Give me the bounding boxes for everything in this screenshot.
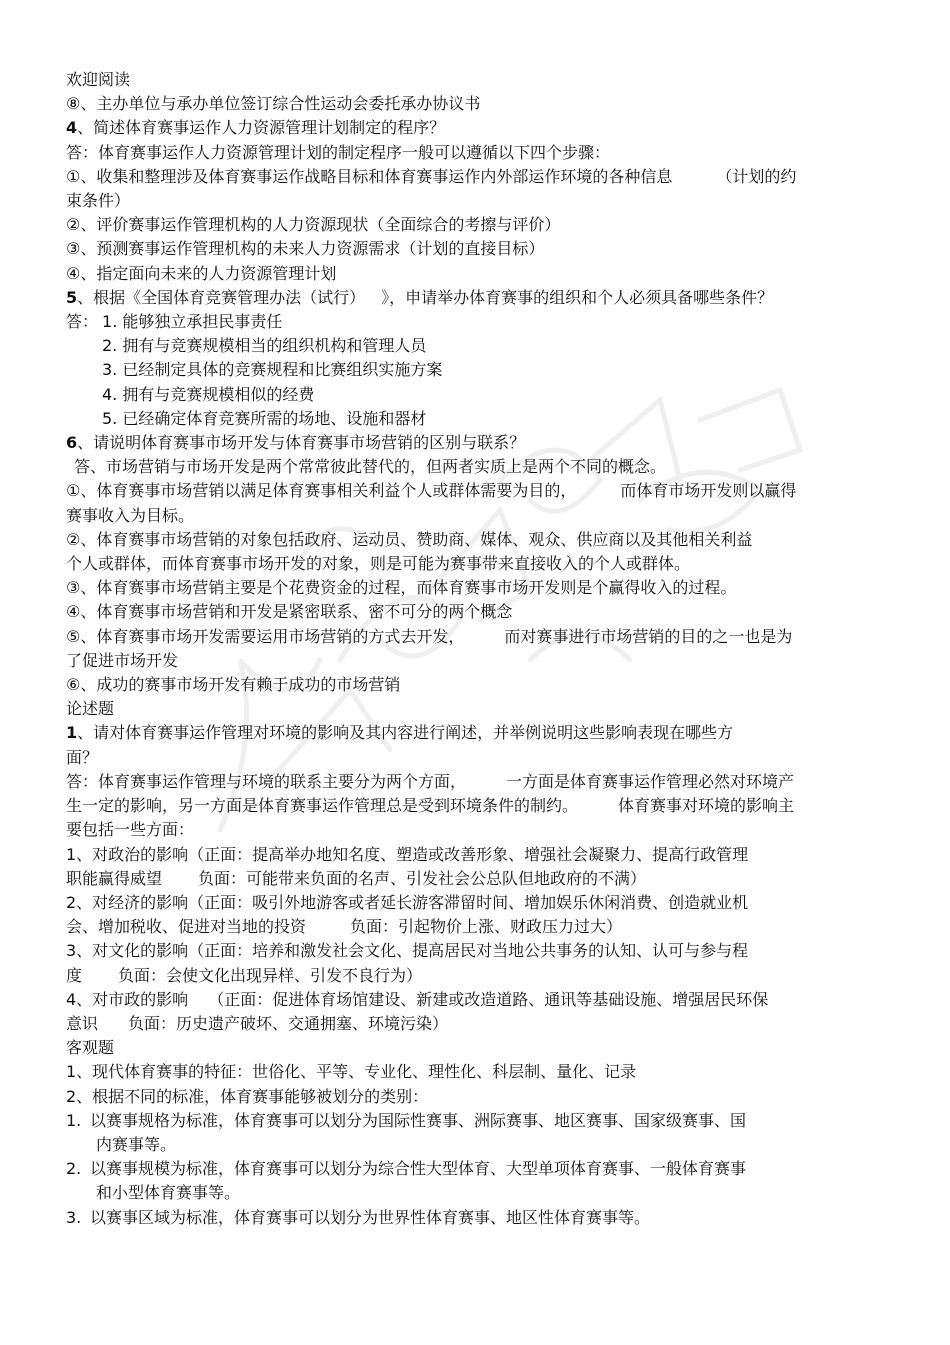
list-item-text: 4、对市政的影响 (66, 989, 189, 1009)
list-item-continuation (66, 964, 886, 988)
numbered-item-continuation: 内赛事等。 (96, 1134, 177, 1154)
list-item: 2. 拥有与竞赛规模相当的组织机构和管理人员 (102, 336, 427, 356)
question-5 (66, 286, 886, 310)
section-title-objective: 客观题 (66, 1038, 115, 1058)
list-item-continuation: 了促进市场开发 (66, 650, 179, 670)
list-item (66, 625, 886, 649)
numbered-item (66, 1157, 886, 1181)
list-item: 4. 拥有与竞赛规模相似的经费 (102, 384, 315, 404)
list-item: 3. 已经制定具体的竞赛规程和比赛组织实施方案 (102, 360, 443, 380)
list-item-text: 意识 (66, 1013, 99, 1033)
answer-prefix: 答： (66, 312, 99, 332)
list-item-text: 负面：会使文化出现异样、引发不良行为） (118, 965, 423, 985)
list-item: 1、现代体育赛事的特征：世俗化、平等、专业化、理性化、科层制、量化、记录 (66, 1062, 637, 1082)
list-item: 5. 已经确定体育竞赛所需的场地、设施和器材 (102, 408, 427, 428)
list-item (66, 310, 886, 334)
list-item-continuation: 束条件） (66, 191, 131, 211)
list-item: ②、体育赛事市场营销的对象包括政府、运动员、赞助商、媒体、观众、供应商以及其他相关利益 (66, 529, 753, 549)
list-item-text: ①、体育赛事市场营销以满足体育赛事相关利益个人或群体需要为目的， (66, 481, 577, 501)
section-title-essay: 论述题 (66, 699, 115, 719)
question-text: 、根据《全国体育竞赛管理办法（试行） (77, 287, 366, 307)
list-item-note: （计划的约 (716, 166, 797, 186)
question-text: 》，申请举办体育赛事的组织和个人必须具备哪些条件？ (381, 287, 774, 307)
document-body (66, 68, 886, 1230)
list-item: 3、对文化的影响（正面：培养和激发社会文化、提高居民对当地公共事务的认知、认可与参与程 (66, 941, 749, 961)
numbered-item (66, 1109, 886, 1133)
answer-text-part: 一方面是体育赛事运作管理必然对环境产 (506, 771, 795, 791)
list-item-text: （正面：促进体育场馆建设、新建或改造道路、通讯等基础设施、增强居民环保 (208, 989, 769, 1009)
question-text-continuation: 面？ (66, 747, 99, 767)
list-item-continuation: 赛事收入为目标。 (66, 505, 195, 525)
list-item: ⑥、成功的赛事市场开发有赖于成功的市场营销 (66, 675, 401, 695)
list-item (66, 479, 886, 503)
essay-question-1 (66, 721, 886, 745)
list-item: ④、指定面向未来的人力资源管理计划 (66, 263, 337, 283)
numbered-item (66, 1206, 886, 1230)
numbered-item-continuation: 和小型体育赛事等。 (96, 1183, 241, 1203)
question-6 (66, 431, 886, 455)
question-number: 6 (66, 433, 78, 453)
list-item-continuation (66, 1012, 886, 1036)
question-text: 、请对体育赛事运作管理对环境的影响及其内容进行阐述，并举例说明这些影响表现在哪些方 (77, 723, 734, 743)
list-item-continuation (66, 915, 886, 939)
question-number: 5 (66, 287, 78, 307)
list-item-continuation: 个人或群体，而体育赛事市场开发的对象，则是可能为赛事带来直接收入的个人或群体。 (66, 554, 691, 574)
item-text: 以赛事规模为标准，体育赛事可以划分为综合性大型体育、大型单项体育赛事、一般体育赛事 (90, 1159, 747, 1179)
list-item-text: ①、收集和整理涉及体育赛事运作战略目标和体育赛事运作内外部运作环境的各种信息 (66, 166, 673, 186)
question-text: 、请说明体育赛事市场开发与体育赛事市场营销的区别与联系？ (77, 433, 526, 453)
list-item: ⑧、主办单位与承办单位签订综合性运动会委托承办协议书 (66, 94, 481, 114)
item-number: 2. (66, 1159, 82, 1179)
list-item-text: 而对赛事进行市场营销的目的之一也是为 (504, 626, 793, 646)
list-item (66, 165, 886, 189)
page-header-text: 欢迎阅读 (66, 70, 131, 89)
item-text: 以赛事区域为标准，体育赛事可以划分为世界性体育赛事、地区性体育赛事等。 (90, 1207, 651, 1227)
list-item-text: 负面：引起物价上涨、财政压力过大） (350, 917, 623, 937)
question-text: 、简述体育赛事运作人力资源管理计划制定的程序？ (77, 118, 446, 138)
answer-text-part: 生一定的影响，另一方面是体育赛事运作管理总是受到环境条件的制约。 (66, 796, 579, 816)
answer-text: 答：体育赛事运作人力资源管理计划的制定程序一般可以遵循以下四个步骤： (66, 142, 611, 162)
list-item-text: 1. 能够独立承担民事责任 (102, 312, 283, 332)
list-item: ③、体育赛事市场营销主要是个花费资金的过程，而体育赛事市场开发则是个赢得收入的过程。 (66, 578, 737, 598)
answer-text: 要包括一些方面： (66, 820, 195, 840)
list-item-text: 会、增加税收、促进对当地的投资 (66, 917, 307, 937)
question-number: 1 (66, 723, 78, 743)
list-item-text: ⑤、体育赛事市场开发需要运用市场营销的方式去开发， (66, 626, 465, 646)
list-item: ③、预测赛事运作管理机构的未来人力资源需求（计划的直接目标） (66, 239, 545, 259)
list-item-text: 职能赢得威望 (66, 868, 163, 888)
list-item: 2、对经济的影响（正面：吸引外地游客或者延长游客滞留时间、增加娱乐休闲消费、创造就业机 (66, 892, 749, 912)
item-text: 以赛事规格为标准，体育赛事可以划分为国际性赛事、洲际赛事、地区赛事、国家级赛事、国 (90, 1110, 747, 1130)
list-item-text: 而体育市场开发则以赢得 (620, 481, 797, 501)
item-number: 3. (66, 1207, 82, 1227)
list-item: 1、对政治的影响（正面：提高举办地知名度、塑造或改善形象、增强社会凝聚力、提高行政管理 (66, 844, 749, 864)
answer-text: 答、市场营销与市场开发是两个常常彼此替代的，但两者实质上是两个不同的概念。 (74, 457, 667, 477)
answer-text-part: 答：体育赛事运作管理与环境的联系主要分为两个方面， (66, 771, 467, 791)
item-number: 1. (66, 1110, 82, 1130)
question-number: 4 (66, 118, 78, 138)
list-item-continuation (66, 867, 886, 891)
list-item-text: 负面：可能带来负面的名声、引发社会公总队但地政府的不满） (198, 868, 647, 888)
list-item-text: 度 (66, 965, 83, 985)
answer-text (66, 794, 886, 818)
list-item (66, 988, 886, 1012)
list-item: ②、评价赛事运作管理机构的人力资源现状（全面综合的考擦与评价） (66, 215, 561, 235)
list-item-text: 负面：历史遗产破坏、交通拥塞、环境污染） (128, 1013, 449, 1033)
question-4 (66, 116, 886, 140)
answer-text-part: 体育赛事对环境的影响主 (618, 796, 795, 816)
list-item: 2、根据不同的标准，体育赛事能够被划分的类别： (66, 1086, 429, 1106)
list-item: ④、体育赛事市场营销和开发是紧密联系、密不可分的两个概念 (66, 602, 513, 622)
answer-text (66, 770, 886, 794)
